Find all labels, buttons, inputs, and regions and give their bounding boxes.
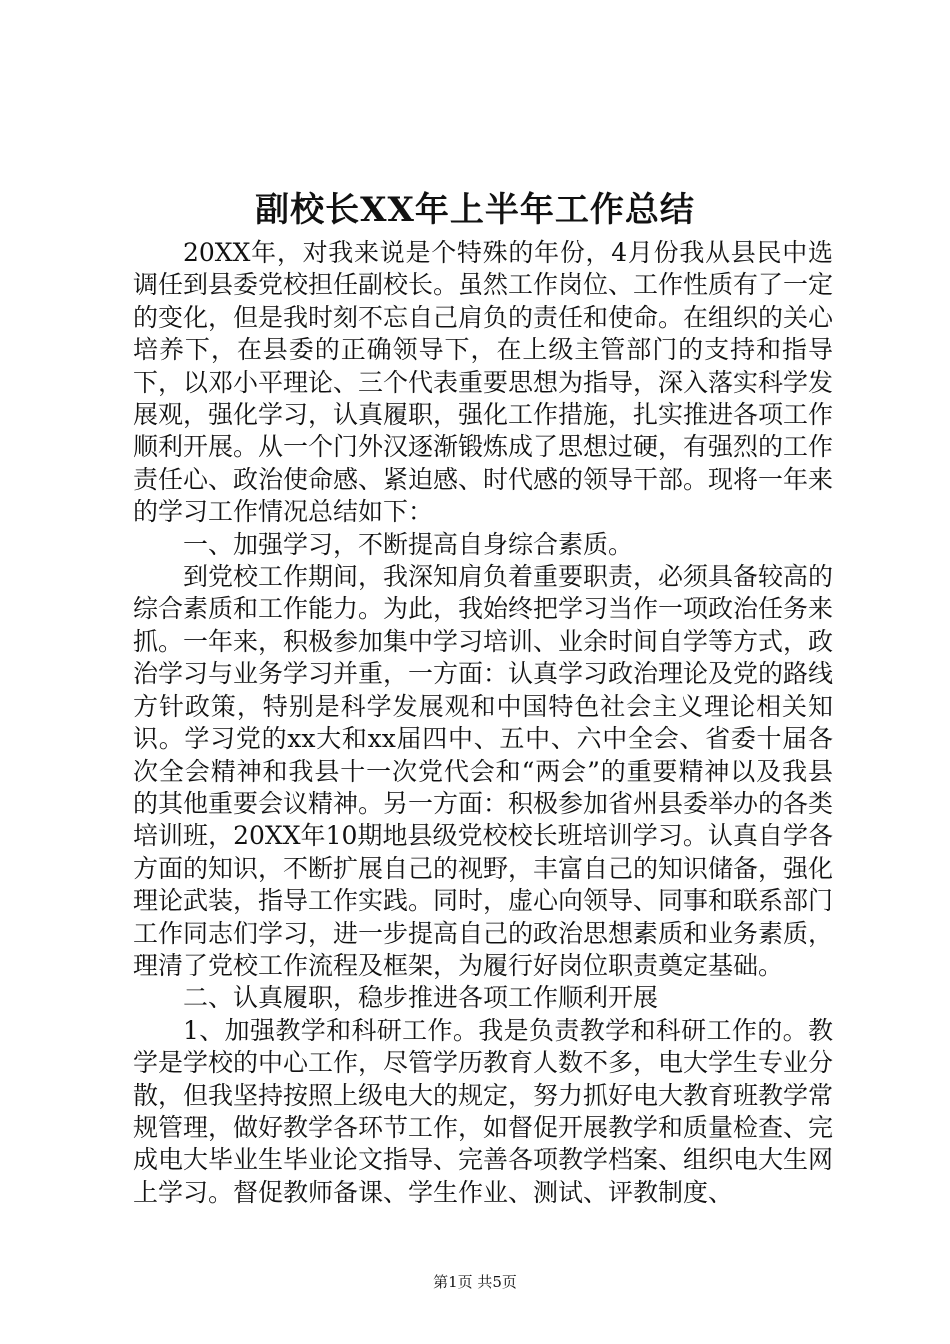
section-heading-1: 一、加强学习，不断提高自身综合素质。 (183, 529, 634, 559)
document-title: 副校长XX年上半年工作总结 (255, 190, 695, 230)
paragraph-intro: 20XX年，对我来说是个特殊的年份，4月份我从县民中选调任到县委党校担任副校长。虽然工作岗位、工作性质有了一定的变化，但是我时刻不忘自己肩负的责任和使命。在组织的关心培养下，在县委的正确领导下，在上级主管部门的支持和指导下，以邓小平理论、三个代表重要思想为指导，深入落实科学发展观，强化学习，认真履职，强化工作措施，扎实推进各项工作顺利开展。从一个门外汉逐渐锻炼成了思想过硬，有强烈的工作责任心、政治使命感、紧迫感、时代感的领导干部。现将一年来的学习工作情况总结如下： (133, 238, 834, 527)
document-body (133, 237, 833, 1209)
section-heading-2: 二、认真履职，稳步推进各项工作顺利开展 (183, 983, 659, 1013)
page-footer: 第1页 共5页 (433, 1273, 517, 1291)
paragraph-study: 到党校工作期间，我深知肩负着重要职责，必须具备较高的综合素质和工作能力。为此，我始终把学习当作一项政治任务来抓。一年来，积极参加集中学习培训、业余时间自学等方式，政治学习与业务学习并重，一方面：认真学习政治理论及党的路线方针政策，特别是科学发展观和中国特色社会主义理论相关知识。学习党的xx大和xx届四中、五中、六中全会、省委十届各次全会精神和我县十一次党代会和“两会”的重要精神以及我县的其他重要会议精神。另一方面：积极参加省州县委举办的各类培训班，20XX年10期地县级党校校长班培训学习。认真自学各方面的知识，不断扩展自己的视野，丰富自己的知识储备，强化理论武装，指导工作实践。同时，虚心向领导、同事和联系部门工作同志们学习，进一步提高自己的政治思想素质和业务素质，理清了党校工作流程及框架，为履行好岗位职责奠定基础。 (133, 562, 834, 980)
paragraph-teaching: 1、加强教学和科研工作。我是负责教学和科研工作的。教学是学校的中心工作，尽管学历教育人数不多，电大学生专业分散，但我坚持按照上级电大的规定，努力抓好电大教育班教学常规管理，做好教学各环节工作，如督促开展教学和质量检查、完成电大毕业生毕业论文指导、完善各项教学档案、组织电大生网上学习。督促教师备课、学生作业、测试、评教制度、 (133, 1015, 834, 1207)
